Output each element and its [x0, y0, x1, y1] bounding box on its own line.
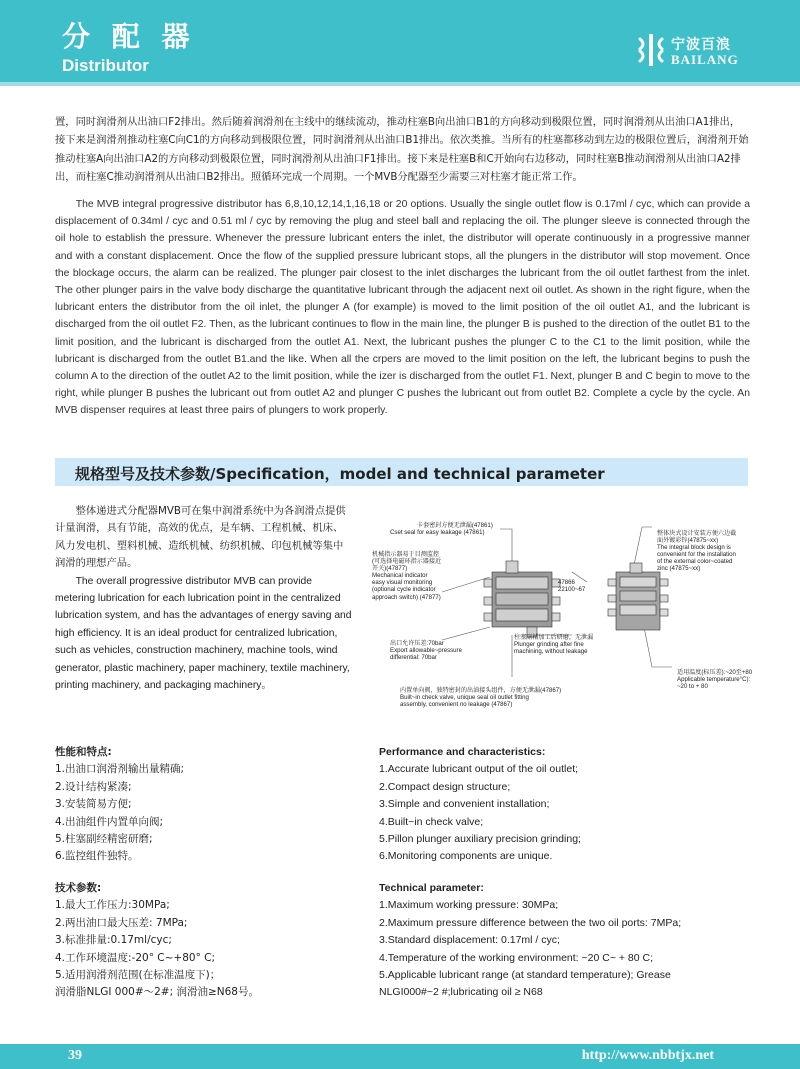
overview-text-cn: 整体递进式分配器MVB可在集中润滑系统中为各润滑点提供计量润滑，具有节能，高效的优点，是车辆、工程机械、机床、风力发电机、塑料机械、造纸机械、纺织机械、印包机械等集中润滑的理想产品。	[55, 505, 346, 570]
overview-text-en: The overall progressive distributor MVB can provide metering lubrication for each lubrication point in the centralized lubrication system, and has the advantages of energy saving and high efficiency. It is an ideal product for centralized lubrication, such as vehicles, construction machinery, machine tools, wind generator, plastic machinery, paper machinery, textile machinery, printing machinery, and packaging machinery。	[55, 575, 352, 692]
page-header	[0, 0, 800, 82]
company-logo[interactable]	[637, 30, 757, 74]
performance-title-cn: 性能和特点:	[55, 746, 112, 758]
list-item: 1.最大工作压力:30MPa;	[55, 899, 170, 912]
list-item: 5.柱塞副经精密研磨;	[55, 833, 153, 846]
technical-list-en	[379, 880, 681, 1002]
distributor-diagram	[372, 517, 792, 717]
list-item: 4.Temperature of the working environment: ~20 C~ + 80 C;	[379, 951, 654, 964]
list-item: 1.Accurate lubricant output of the oil outlet;	[379, 763, 579, 776]
overview-block	[55, 503, 353, 694]
technical-list-cn	[55, 880, 259, 1002]
bailang-logo-icon	[637, 32, 665, 68]
list-item: 3.安装简易方便;	[55, 798, 132, 811]
technical-title-en: Technical parameter:	[379, 882, 484, 894]
list-item: 2.Maximum pressure difference between the two oil ports: 7MPa;	[379, 916, 682, 929]
list-item: 5.Applicable lubricant range (at standard temperature); Grease	[379, 969, 671, 982]
header-title-en: Distributor	[62, 56, 149, 75]
list-item: 4.Built~in check valve;	[379, 815, 484, 828]
callout-mechanical-indicator: 机械指示器易于目测监控 (可选择电磁环指示器接近 开关)(47877) Mechanical indicator easy visual monitoring (optional cycle indicator approach switch) (47877)	[372, 551, 442, 601]
callout-pressure-differential: 出口允许压差:70bar Export allowable~pressure differential: 70bar	[390, 640, 462, 662]
list-item: NLGI000#~2 #;lubricating oil ≥ N68	[379, 986, 543, 999]
list-item: 4.工作环境温度:-20° C~+80° C;	[55, 951, 216, 964]
header-stripe	[0, 82, 800, 86]
list-item: 1.Maximum working pressure: 30MPa;	[379, 899, 559, 912]
list-item: 润滑脂NLGI 000#～2#; 润滑油≥N68号。	[55, 986, 259, 999]
list-item: 3.标准排量:0.17ml/cyc;	[55, 934, 172, 947]
page-number: 39	[68, 1048, 82, 1063]
callout-set-seal: 卡套密封方便无泄漏(47861) Cset seal for easy leakage (47861)	[390, 522, 493, 537]
callout-plunger-grinding: 柱塞副精加工后研磨，无泄漏 Plunger grinding after fine machining, without leakage	[514, 634, 594, 656]
list-item: 6.Monitoring components are unique.	[379, 850, 553, 863]
performance-list-en	[379, 744, 581, 866]
performance-title-en: Performance and characteristics:	[379, 746, 546, 758]
list-item: 2.两出油口最大压差: 7MPa;	[55, 916, 188, 929]
page-footer	[0, 1044, 800, 1069]
list-item: 2.设计结构紧凑;	[55, 780, 132, 793]
right-distributor	[608, 563, 668, 630]
list-item: 6.监控组件独特。	[55, 850, 139, 863]
logo-text-cn: 宁波百浪	[671, 37, 731, 53]
website-link[interactable]: http://www.nbbtjx.net	[581, 1048, 714, 1063]
list-item: 3.Standard displacement: 0.17ml / cyc;	[379, 934, 560, 947]
list-item: 3.Simple and convenient installation;	[379, 798, 550, 811]
list-item: 2.Compact design structure;	[379, 780, 511, 793]
logo-text-en: BAILANG	[671, 52, 739, 67]
list-item: 1.出油口润滑剂输出量精确;	[55, 763, 185, 776]
left-distributor	[484, 561, 560, 637]
intro-paragraph-en: The MVB integral progressive distributor has 6,8,10,12,14,1,16,18 or 20 options. Usually the single outlet flow is 0.17ml / cyc, which can provide a displacement of 0.34ml / cyc and 0.51 ml / cyc by removing the plug and steel ball and replacing the oil. The plunger sleeve is connected through the oil hole to establish the pressure. Whenever the pressure lubricant enters the inlet, the distributor will operate continuously in a progressive manner and with a constant displacement. Once the flow of the supplied pressure lubricant stops, all the plungers in the distributor will stop movement. Once the blockage occurs, the alarm can be realized. The plunger pair closest to the inlet discharges the lubricant from the oil outlet farthest from the inlet. The other plunger pairs in the valve body discharge the quantitative lubricant through the adjacent next oil outlet. As shown in the right figure, when the lubricant enters the distributor from the oil inlet, the plunger A (for example) is moved to the limit position of the oil outlet A1, and the lubricant is discharged from the oil outlet F2. Then, as the lubricant continues to flow in the main line, the plunger B is pushed to the direction of the outlet B1 to the limit position, and the lubricant is discharged from the outlet A1. Next, the lubricant pushes the plunger C to the C1 to the limit position, while the lubricant is discharged from the outlet B1.and the like. When all the crpers are moved to the limit position on the left, the lubricant begins to push the column A to the direction of the outlet A2 to the limit position, while the izer is discharged from the outlet F1. Next, plunger B and C begin to move to the right, while plunger B pushes the lubricant out from outlet A2 and plunger C pushes the lubricant out from outlet B2. Complete a cycle by the cycle. An MVB dispenser requires at least three pairs of plungers to work properly.	[55, 199, 750, 417]
header-title-cn: 分 配 器	[62, 20, 196, 53]
callout-part-number: 47866 22100~67	[558, 579, 586, 594]
section-title: 规格型号及技术参数/Specification，model and technical parameter	[75, 465, 605, 483]
callout-check-valve: 内置单向阀，独特密封的出油接头组件，方便无泄漏(47867) Built~in check valve, unique seal oil outlet fitting assembly, convenient no leakage (47867)	[400, 687, 562, 709]
callout-temperature: 适用温度(标压差):~20至+80 Applicable temperature°C): ~20 to + 80	[677, 669, 753, 691]
section-header-bar	[55, 458, 748, 486]
callout-integral-block: 整体块式设计安装方便六边截 面外镀彩锌(47875~xx) The integral block design is convenient for the installation of the external color~coated zinc (47875~xx)	[657, 530, 737, 573]
list-item: 5.Pillon plunger auxiliary precision grinding;	[379, 833, 581, 846]
performance-list-cn	[55, 744, 184, 866]
list-item: 5.适用润滑剂范围(在标准温度下)；	[55, 969, 221, 982]
list-item: 4.出油组件内置单向阀;	[55, 815, 164, 828]
intro-paragraph-cn: 置，同时润滑剂从出油口F2排出。然后随着润滑剂在主线中的继续流动，推动柱塞B向出油口B1的方向移动到极限位置，同时润滑剂从出油口A1排出，接下来是润滑剂推动柱塞C向C1的方向移动到极限位置，同时润滑剂从出油口B1排出。依次类推。当所有的柱塞都移动到左边的极限位置后，润滑剂开始推动柱塞A向出油口A2的方向移动到极限位置，同时润滑剂从出油口F1排出。接下来是柱塞B和C开始向右边移动，同时柱塞B推动润滑剂从出油口A2排出，而柱塞C推动润滑剂从出油口B2排出。照循环完成一个周期。一个MVB分配器至少需要三对柱塞才能正常工作。	[55, 116, 749, 183]
technical-title-cn: 技术参数:	[55, 882, 102, 894]
